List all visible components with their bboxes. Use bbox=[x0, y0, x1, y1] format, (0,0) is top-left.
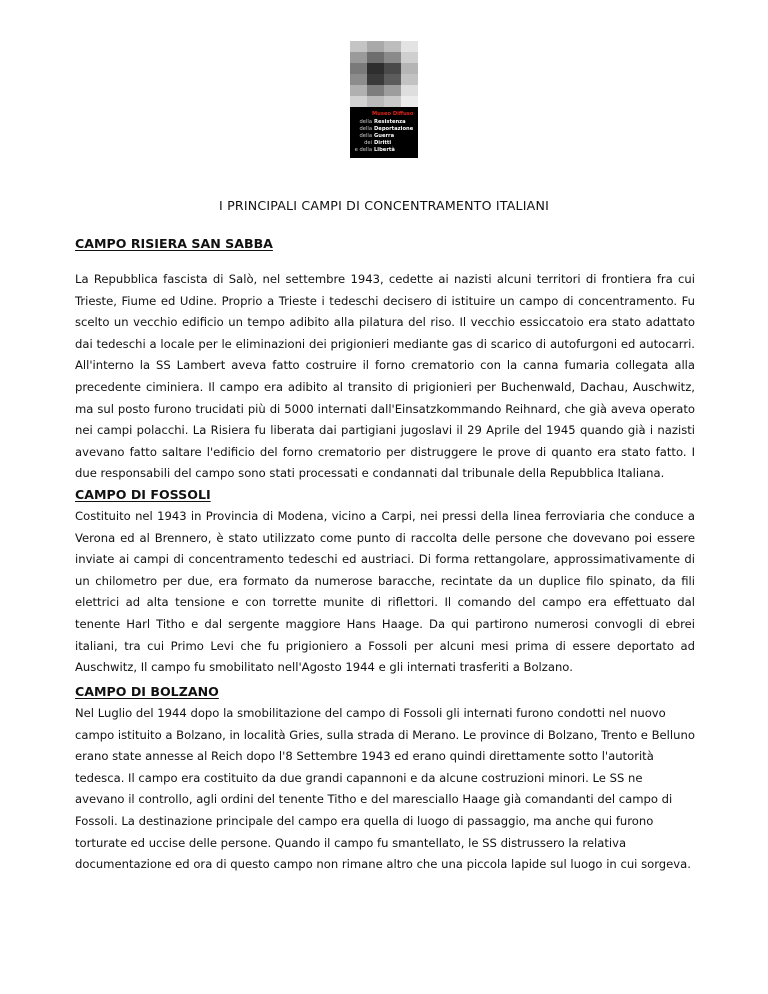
logo-wordmark bbox=[350, 107, 418, 158]
section-text-risiera: La Repubblica fascista di Salò, nel settembre 1943, cedette ai nazisti alcuni territori di frontiera fra cui Trieste, Fiume ed Udine. Proprio a Trieste i tedeschi decisero di istituire un campo di concentramento. Fu scelto un vecchio edificio un tempo adibito alla pilatura del riso. Il vecchio essiccatoio era stato adattato dai tedeschi a locale per le eliminazioni dei prigionieri mediante gas di scarico di autofurgoni ed autocarri. All'interno la SS Lambert aveva fatto costruire il forno crematorio con la canna fumaria collegata alla precedente ciminiera. Il campo era adibito al transito di prigionieri per Buchenwald, Dachau, Auschwitz, ma sul posto furono trucidati più di 5000 internati dall'Einsatzkommando Reihnard, che già aveva operato nei campi polacchi. La Risiera fu liberata dai partigiani jugoslavi il 29 Aprile del 1945 quando già i nazisti avevano fatto saltare l'edificio del forno crematorio per distruggere le prove di quanto era stato fatto. I due responsabili del campo sono stati processati e condannati dal tribunale della Repubblica Italiana. bbox=[75, 272, 695, 481]
logo-row-prefix: della bbox=[359, 133, 372, 139]
logo-row bbox=[350, 126, 418, 133]
logo-row-word: Resistenza bbox=[374, 119, 406, 125]
logo-row-prefix: della bbox=[359, 119, 372, 125]
logo-row bbox=[350, 119, 418, 126]
section-text-fossoli: Costituito nel 1943 in Provincia di Modena, vicino a Carpi, nei pressi della linea ferroviaria che conduce a Verona ed al Brennero, è stato utilizzato come punto di raccolta delle persone che dovevano poi essere inviate ai campi di concentramento tedeschi ed austriaci. Di forma rettangolare, approssimativamente di un chilometro per due, era formato da numerose baracche, recintate da un duplice filo spinato, da fili elettrici ad alta tensione e con torrette munite di riflettori. Il comando del campo era effettuato dal tenente Harl Titho e dal sergente maggiore Hans Haage. Da qui partirono numerosi convogli di ebrei italiani, tra cui Primo Levi che fu prigioniero a Fossoli per alcuni mesi prima di essere deportato ad Auschwitz, Il campo fu smobilitato nell'Agosto 1944 e gli internati trasferiti a Bolzano. bbox=[75, 509, 695, 675]
logo-row bbox=[350, 140, 418, 147]
logo-row-prefix: dei bbox=[364, 140, 372, 146]
logo-row-word: Guerra bbox=[374, 133, 395, 139]
logo-row-word: Deportazione bbox=[374, 126, 414, 132]
section-heading-risiera: CAMPO RISIERA SAN SABBA bbox=[75, 236, 273, 251]
logo-row-prefix: della bbox=[359, 126, 372, 132]
logo-row-word: Diritti bbox=[374, 140, 392, 146]
section-text-bolzano: Nel Luglio del 1944 dopo la smobilitazione del campo di Fossoli gli internati furono condotti nel nuovo campo istituito a Bolzano, in località Gries, sulla strada di Merano. Le province di Bolzano, Trento e Belluno erano state annesse al Reich dopo l'8 Settembre 1943 ed erano quindi direttamente sotto l'autorità tedesca. Il campo era costituito da due grandi capannoni e da alcune costruzioni minori. Le SS ne avevano il controllo, agli ordini del tenente Titho e del maresciallo Haage già comandanti del campo di Fossoli. La destinazione principale del campo era quella di luogo di passaggio, ma anche qui furono torturate ed uccise delle persone. Quando il campo fu smantellato, le SS distrussero la relativa documentazione ed ora di questo campo non rimane altro che una piccola lapide sul luogo in cui sorgeva. bbox=[75, 706, 695, 872]
section-heading-bolzano: CAMPO DI BOLZANO bbox=[75, 684, 219, 699]
museum-logo bbox=[350, 41, 418, 158]
section-heading-fossoli: CAMPO DI FOSSOLI bbox=[75, 487, 211, 502]
logo-row-word: Libertà bbox=[374, 147, 395, 153]
logo-row bbox=[350, 133, 418, 140]
pixelated-eye-graphic bbox=[350, 41, 418, 107]
logo-heading: Museo Diffuso bbox=[372, 111, 414, 117]
logo-row bbox=[350, 147, 418, 154]
logo-row-prefix: e della bbox=[354, 147, 372, 153]
document-title: I PRINCIPALI CAMPI DI CONCENTRAMENTO ITALIANI bbox=[218, 198, 550, 213]
